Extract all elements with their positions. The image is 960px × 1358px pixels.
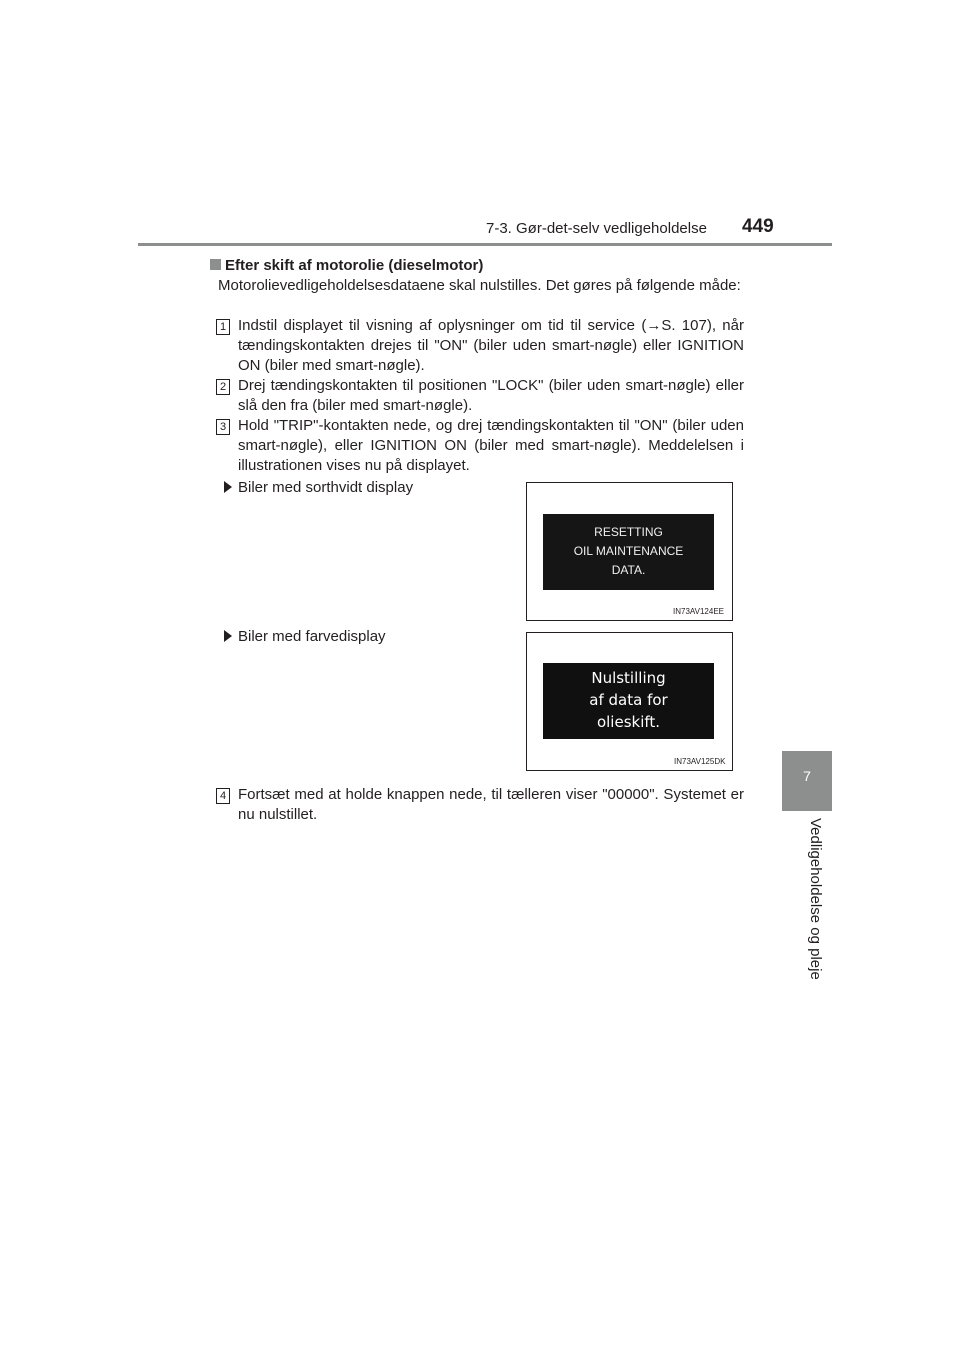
chapter-number: 7 — [803, 768, 811, 784]
screen-line: OIL MAINTENANCE — [573, 544, 684, 558]
screen-line: DATA. — [611, 563, 646, 577]
display-screen — [543, 663, 714, 739]
section-title: 7-3. Gør-det-selv vedligeholdelse — [486, 220, 707, 237]
intro-paragraph: Motorolievedligeholdelsesdataene skal nulstilles. Det gøres på følgende måde: — [218, 277, 741, 294]
step-text: Hold "TRIP"-kontakten nede, og drej tændingskontakten til "ON" (biler uden smart-nøgle), eller IGNITION ON (biler med smart-nøgle). Meddelelsen i illustrationen vises nu på displayet. — [238, 417, 744, 474]
figure-code: IN73AV124EE — [673, 607, 724, 616]
step-text: Fortsæt med at holde knappen nede, til tælleren viser "00000". Systemet er nu nulstillet. — [238, 786, 744, 823]
triangle-bullet-icon — [224, 630, 232, 642]
variant-label — [224, 628, 386, 645]
section-heading — [210, 257, 483, 274]
step-text: Drej tændingskontakten til positionen "LOCK" (biler uden smart-nøgle) eller slå den fra (biler med smart-nøgle). — [238, 377, 744, 414]
display-screen — [543, 514, 714, 590]
square-bullet-icon — [210, 259, 221, 270]
step-text: Indstil displayet til visning af oplysninger om tid til service (→S. 107), når tændingskontakten drejes til "ON" (biler uden smart-nøgle) eller IGNITION ON (biler med smart-nøgle). — [238, 317, 744, 374]
variant-label — [224, 479, 413, 496]
variant-label-text: Biler med farvedisplay — [238, 628, 386, 645]
step-number-badge: 4 — [216, 788, 230, 804]
chapter-label: Vedligeholdelse og pleje — [807, 818, 824, 980]
screen-line: RESETTING — [594, 525, 663, 539]
step-number-badge: 1 — [216, 319, 230, 335]
screen-line: olieskift. — [596, 713, 661, 731]
variant-label-text: Biler med sorthvidt display — [238, 479, 414, 496]
figure-code: IN73AV125DK — [674, 757, 726, 766]
triangle-bullet-icon — [224, 481, 232, 493]
page-number: 449 — [742, 216, 774, 237]
step-number-badge: 3 — [216, 419, 230, 435]
screen-line: Nulstilling — [591, 669, 666, 687]
step-number-badge: 2 — [216, 379, 230, 395]
header-divider — [138, 243, 832, 246]
section-heading-text: Efter skift af motorolie (dieselmotor) — [225, 257, 484, 274]
screen-line: af data for — [589, 691, 668, 709]
